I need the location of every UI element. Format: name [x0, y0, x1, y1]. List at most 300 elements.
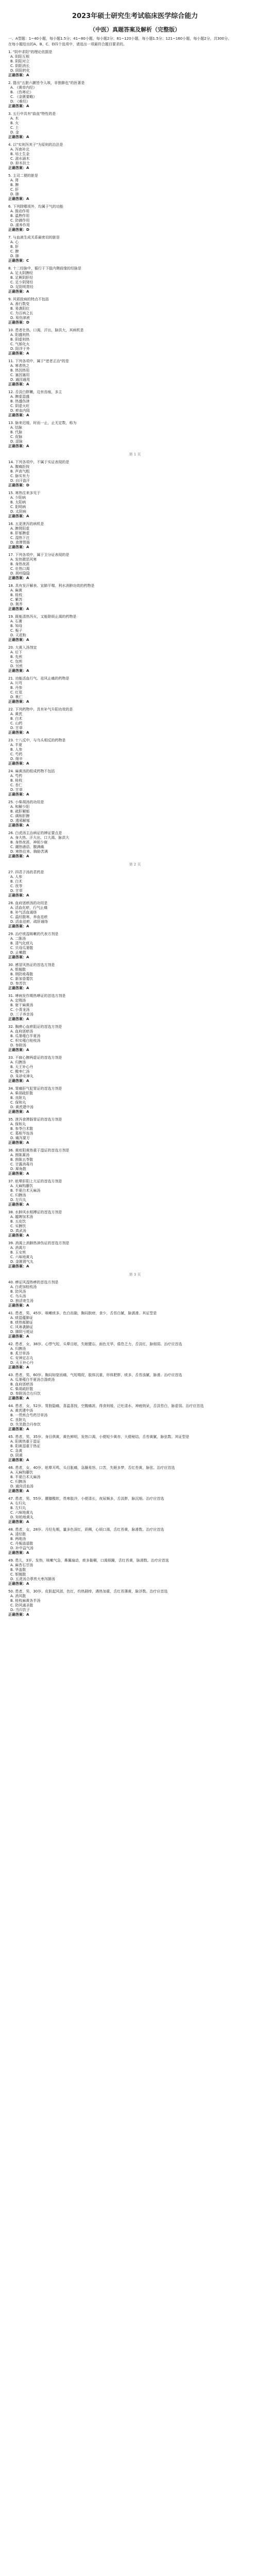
question-item	[8, 646, 262, 673]
question-answer: 正确答案：A	[8, 955, 29, 959]
question-option: A. 阳黄热重于湿证	[10, 1439, 41, 1444]
question-item	[8, 1466, 262, 1494]
question-option: D. 阳浮于外	[10, 347, 30, 351]
question-option: A. 麻杏石甘汤	[10, 1563, 33, 1567]
question-option: B. 人参	[10, 748, 23, 752]
question-stem: 27. 四君子汤的君药是	[8, 870, 44, 874]
question-answer: 正确答案：A	[8, 413, 29, 417]
question-option: A. 白虎加桂枝汤	[10, 1285, 37, 1289]
question-option: A. 川芎	[10, 681, 23, 685]
question-option: C. 《金匮要略》	[10, 95, 37, 99]
question-stem: 16. 五更泄泻的病机是	[8, 522, 44, 526]
question-answer: 正确答案：A	[8, 607, 29, 611]
question-option: B. 防风汤	[10, 1290, 26, 1294]
question-option: B. 半夏白术天麻汤	[10, 1189, 41, 1193]
question-option: B. 《伤寒论》	[10, 90, 33, 94]
question-answer: 正确答案：A	[8, 761, 29, 766]
question-option: A. 木	[10, 116, 19, 121]
question-option: D. 寒热往来、胸胁苦满	[10, 850, 48, 854]
question-stem: 7. 与血液生成关系最密切的脏是	[8, 235, 60, 240]
question-option: D. 透邪解郁	[10, 819, 30, 823]
question-answer: 正确答案：A	[8, 1396, 29, 1400]
question-option: B. 半夏白术天麻汤	[10, 1475, 41, 1479]
question-option: C. 足少阴肾经	[10, 280, 33, 284]
question-stem: 10. 患者壮热，口渴，汗出，脉洪大，其病机是	[8, 328, 84, 332]
question-option: D. 肺阴亏耗证	[10, 1330, 33, 1334]
question-answer: 正确答案：A	[8, 1520, 29, 1524]
question-answer: 正确答案：D	[8, 320, 29, 325]
question-option: B. 热盛伤津	[10, 399, 30, 403]
question-option: A. 柴胡疏肝散	[10, 1091, 33, 1095]
question-option: C. 肝	[10, 188, 19, 192]
question-item	[8, 963, 262, 991]
question-option: C. 阳明病	[10, 505, 26, 509]
question-answer: 正确答案：A	[8, 1613, 29, 1617]
question-item	[8, 522, 262, 550]
question-stem: 12. 舌淡白胖嫩，边有齿痕，多主	[8, 390, 62, 394]
question-option: D. 甘草	[10, 889, 23, 893]
question-item	[8, 553, 262, 581]
question-option: B. 身热夜甚	[10, 562, 30, 566]
question-option: C. 六味地黄丸	[10, 1255, 33, 1259]
question-item	[8, 1056, 262, 1083]
question-option: A. 天麻钩藤饮	[10, 1470, 33, 1475]
question-option: A. 痰湿蕴肺证	[10, 1316, 33, 1320]
question-option: C. 芍药	[10, 752, 23, 756]
question-answer: 正确答案：A	[8, 854, 29, 858]
question-option: B. 温煦作用	[10, 214, 30, 218]
question-item	[8, 235, 262, 263]
question-option: B. 一贯煎合芍药甘草汤	[10, 1413, 48, 1417]
question-option: C. 新加香薷饮	[10, 977, 33, 981]
question-option: D. 独活寄生汤	[10, 1299, 33, 1303]
question-option: C. 气郁化火	[10, 342, 30, 346]
question-stem: 9. 风邪致病的特点不包括	[8, 297, 49, 301]
question-option: C. 包煎	[10, 659, 23, 664]
page-number: 第 3 页	[129, 1273, 141, 1277]
question-option: D. 细辛	[10, 757, 23, 761]
question-option: B. 阴虚则热	[10, 337, 30, 342]
question-option: C. 壮热口渴	[10, 567, 30, 571]
question-option: B. 痰热郁肺证	[10, 1320, 33, 1325]
question-option: B. 阴阳对立	[10, 59, 30, 63]
question-option: A. 芍药	[10, 774, 23, 778]
question-answer: 正确答案：A	[8, 73, 29, 77]
question-option: C. 安神定志丸	[10, 1356, 33, 1360]
question-option: D. 失笑散合丹参饮	[10, 1422, 41, 1427]
question-option: B. 血府逐瘀汤	[10, 1382, 33, 1386]
question-item	[8, 870, 262, 898]
question-option: D. 肺	[10, 254, 19, 258]
question-item	[8, 1311, 262, 1339]
question-option: D. 活血祛瘀，疏肝通络	[10, 920, 48, 924]
question-option: B. 桂枝	[10, 778, 23, 783]
question-option: C. 阴阳消长	[10, 64, 30, 68]
question-option: A. 黄芪	[10, 712, 23, 716]
question-item	[8, 491, 262, 519]
question-option: D. 止嗽散	[10, 951, 26, 955]
question-stem: 8. 十二经脉中，循行于下肢内侧前缘的经脉是	[8, 266, 81, 270]
question-option: A. 银翘散	[10, 968, 26, 972]
question-option: B. 培土生金	[10, 152, 30, 156]
question-item	[8, 1589, 262, 1617]
page-number: 第 1 页	[129, 452, 141, 456]
question-stem: 36. 黄疸阳黄热重于湿证的首选方剂是	[8, 1148, 70, 1153]
question-option: A. 归脾汤	[10, 1060, 26, 1064]
question-stem: 1. "阴中求阳"的理论依据是	[8, 50, 53, 54]
question-option: A. 越婢加术汤	[10, 1215, 33, 1219]
question-option: C. 阴虚火旺	[10, 404, 30, 408]
question-option: B. 知母	[10, 624, 23, 628]
question-option: D. 阴阳转化	[10, 69, 30, 73]
question-item	[8, 112, 262, 140]
question-option: B. 荆防败毒散	[10, 972, 33, 976]
question-option: B. 肝	[10, 245, 19, 249]
question-option: D. 自汗盗汗	[10, 479, 30, 483]
question-stem: 19. 既能清热泻火，又能除烦止渴的药物是	[8, 615, 77, 619]
question-stem: 40. 痹证风湿热痹的首选方剂是	[8, 1280, 59, 1284]
question-item	[8, 800, 262, 828]
question-answer: 正确答案：A	[8, 1048, 29, 1052]
question-option: C. 滋水涵木	[10, 157, 30, 161]
question-option: B. 先煎	[10, 655, 23, 659]
question-item	[8, 584, 262, 612]
question-option: D. 荆芥	[10, 602, 23, 606]
question-answer: 正确答案：A	[8, 1458, 29, 1462]
question-item	[8, 1497, 262, 1524]
question-option: C. 脉实有力	[10, 474, 30, 478]
question-option: A. 定喘汤	[10, 998, 26, 1003]
question-option: C. 归脾汤	[10, 1193, 26, 1197]
question-item	[8, 901, 262, 929]
question-option: D. 朱砂安神丸	[10, 1074, 33, 1078]
question-option: D. 斑疹隐隐	[10, 571, 30, 575]
question-stem: 49. 患儿，3岁。发热，咳嗽气急，鼻翼扇动，痰多黏稠，口渴烦躁，舌红苔黄，脉滑数。治疗应首选	[8, 1558, 169, 1563]
question-option: B. 天王补心丹	[10, 1065, 33, 1069]
question-option: A. 肾	[10, 178, 19, 182]
question-stem: 17. 下列各项中，属于卫分证表现的是	[8, 553, 70, 557]
question-option: D. 金	[10, 130, 19, 134]
question-option: B. 声高气粗	[10, 469, 30, 473]
question-stem: 48. 患者，女，28岁。月经先期，量多色深红，质稠，心烦口渴，舌红苔黄，脉滑数。治疗应首选	[8, 1528, 164, 1532]
question-answer: 正确答案：A	[8, 1110, 29, 1114]
question-answer: 正确答案：A	[8, 1264, 29, 1268]
question-option: A. 和解少阳	[10, 805, 30, 809]
question-option: B. 五皮饮	[10, 1219, 26, 1224]
question-item	[8, 1373, 262, 1401]
question-option: A. 《黄帝内经》	[10, 86, 37, 90]
question-option: B. 左归丸	[10, 1506, 26, 1510]
question-answer: 正确答案：A	[8, 1202, 29, 1207]
question-stem: 38. 水肿风水相搏证的首选方剂是	[8, 1210, 62, 1214]
question-option: B. 足厥阴肝经	[10, 276, 33, 280]
document-title: 2023年硕士研究生考试临床医学综合能力	[72, 12, 198, 20]
question-answer: 正确答案：A	[8, 197, 29, 201]
question-option: D. 天王补心丹	[10, 1361, 33, 1365]
question-option: A. 推动作用	[10, 209, 30, 213]
question-list	[8, 50, 262, 1617]
question-option: B. 瓜蒌薤白半夏汤	[10, 1034, 41, 1038]
question-option: A. 身大热、汗大出、口大渴、脉洪大	[10, 836, 70, 840]
question-option: D. 补中益气汤	[10, 1546, 33, 1550]
question-option: A. 足太阴脾经	[10, 271, 33, 275]
question-item	[8, 460, 262, 488]
question-stem: 23. 十八反中，与乌头相反的药物是	[8, 738, 66, 742]
question-answer: 正确答案：A	[8, 823, 29, 827]
question-option: C. 乌头汤	[10, 1294, 26, 1298]
question-answer: 正确答案：A	[8, 135, 29, 139]
question-option: C. 潮热谵语、腹满痛	[10, 845, 44, 849]
question-stem: 31. 哮病发作期热哮证的首选方剂是	[8, 994, 66, 998]
question-option: D. 参苏饮	[10, 981, 26, 986]
question-option: D. 参附汤合右归饮	[10, 1392, 41, 1396]
question-answer: 正确答案：D	[8, 228, 29, 232]
question-option: A. 结脉	[10, 426, 23, 430]
question-option: D. 金匮肾气丸	[10, 1260, 33, 1264]
question-option: D. 天花粉	[10, 633, 26, 637]
question-item	[8, 328, 262, 356]
question-option: D. 食滞胃肠	[10, 540, 30, 545]
question-item	[8, 297, 262, 325]
question-item	[8, 1179, 262, 1207]
question-item	[8, 738, 262, 766]
question-option: D. 知柏地黄丸	[10, 1515, 33, 1519]
question-option: C. 葛根芩连汤	[10, 1131, 33, 1136]
question-option: A. 清经散	[10, 1532, 26, 1536]
question-option: A. 右归丸	[10, 1501, 26, 1505]
question-item	[8, 174, 262, 201]
question-answer: 正确答案：A	[8, 545, 29, 549]
question-option: B. 肝郁脾虚	[10, 531, 30, 535]
question-option: C. 红花	[10, 690, 23, 694]
question-stem: 50. 患者，男，30岁。皮肤起风团，色红，灼热剧痒，遇热加重，舌红苔薄黄，脉浮数。治疗应首选	[8, 1589, 168, 1594]
question-option: C. 良附丸	[10, 1418, 26, 1422]
question-option: A. 寒者热之	[10, 364, 30, 368]
question-stem: 14. 下列各项中，不属于实证表现的是	[8, 460, 70, 464]
question-answer: 正确答案：A	[8, 1334, 29, 1338]
question-item	[8, 81, 262, 109]
question-item	[8, 1025, 262, 1053]
question-answer: 正确答案：A	[8, 1489, 29, 1493]
question-stem: 41. 患者，男，45岁。咳嗽痰多，色白而黏，胸闷脘痞，食少，舌苔白腻，脉濡滑。其证型是	[8, 1311, 157, 1315]
question-item	[8, 1148, 262, 1176]
question-option: C. 甘露消毒丹	[10, 1162, 33, 1166]
question-option: A. 消风散	[10, 1594, 26, 1598]
question-stem: 28. 血府逐瘀汤的功用是	[8, 901, 48, 905]
question-option: C. 促脉	[10, 435, 23, 439]
question-answer: 正确答案：A	[8, 669, 29, 673]
question-answer: 正确答案：A	[8, 638, 29, 642]
question-stem: 26. 白虎汤主治病证的辨证要点是	[8, 831, 62, 835]
question-option: A. 半夏	[10, 743, 23, 747]
question-option: B. 炙甘草汤	[10, 1351, 30, 1355]
question-option: C. 银翘散	[10, 1572, 26, 1577]
question-stem: 4. 以"实则泻其子"为原则的治法是	[8, 143, 63, 147]
question-option: D. 真武汤	[10, 1229, 26, 1233]
question-item	[8, 994, 262, 1022]
question-option: B. 太阳病	[10, 500, 26, 504]
question-answer: 正确答案：A	[8, 1303, 29, 1308]
question-stem: 45. 患者，男，35岁。身目俱黄，黄色鲜明，发热口渴，小便短少黄赤，大便秘结，舌苔黄腻，脉弦数。其证型是	[8, 1435, 190, 1439]
question-option: D. 抑木扶土	[10, 161, 30, 165]
question-stem: 13. 脉来迟缓，时而一止，止无定数，称为	[8, 421, 77, 425]
question-option: B. 玉女煎	[10, 1250, 26, 1255]
question-option: D. 左归丸	[10, 1198, 26, 1202]
question-answer: 正确答案：D	[8, 483, 29, 487]
question-option: C. 山药	[10, 721, 23, 725]
question-option: A. 后下	[10, 650, 23, 654]
question-answer: 正确答案：A	[8, 1233, 29, 1238]
question-option: A. 心	[10, 240, 19, 244]
question-option: D. 痛泻要方	[10, 1136, 30, 1140]
question-stem: 22. 下列药物中，具有补气升阳功效的是	[8, 707, 73, 711]
question-option: B. 两地汤	[10, 1537, 26, 1541]
question-option: C. 酸枣仁汤	[10, 1070, 30, 1074]
question-option: A. 少阳病	[10, 496, 26, 500]
question-answer: 正确答案：A	[8, 576, 29, 580]
question-stem: 42. 患者，女，38岁。心悸气短，头晕目眩，失眠健忘，面色无华，倦怠乏力，舌淡红，脉细弱。治疗应首选	[8, 1342, 182, 1346]
question-option: B. 补气活血通络	[10, 910, 37, 914]
question-option: C. 贝母瓜蒌散	[10, 946, 33, 950]
question-option: A. 瓜蒌薤白半夏汤合涤痰汤	[10, 1378, 55, 1382]
question-option: A. 人参	[10, 875, 23, 879]
question-option: C. 小青龙汤	[10, 1008, 30, 1012]
question-answer: 正确答案：A	[8, 1365, 29, 1369]
question-item	[8, 1117, 262, 1145]
question-option: B. 白术	[10, 879, 23, 884]
question-item	[8, 205, 262, 232]
question-option: D. 《难经》	[10, 99, 30, 104]
question-item	[8, 1435, 262, 1463]
question-item	[8, 707, 262, 735]
question-option: C. 六味地黄丸	[10, 1511, 33, 1515]
question-option: C. 防御作用	[10, 218, 30, 223]
question-option: B. 丹参	[10, 686, 23, 690]
question-answer: 正确答案：A	[8, 1427, 29, 1431]
instruction-text: 在每小题给出的A、B、C、D四个选项中，请选出一项最符合题目要求的。	[8, 42, 127, 46]
question-item	[8, 266, 262, 294]
question-answer: 正确答案：A	[8, 731, 29, 735]
question-option: B. 热因热用	[10, 368, 30, 372]
question-option: A. 归脾汤	[10, 1347, 26, 1351]
question-option: A. 阳盛则热	[10, 333, 30, 337]
question-option: C. 枳实薤白桂枝汤	[10, 1039, 41, 1043]
question-option: A. 血府逐瘀汤	[10, 1029, 33, 1033]
question-option: D. 瘀血内阻	[10, 409, 30, 413]
question-item	[8, 50, 262, 78]
question-item	[8, 421, 262, 449]
question-option: C. 温经散寒，养血祛瘀	[10, 915, 48, 919]
question-option: A. 腹痛拒按	[10, 465, 30, 469]
question-option: C. 塞因塞用	[10, 373, 30, 377]
question-answer: 正确答案：A	[8, 104, 29, 108]
question-item	[8, 1528, 262, 1555]
question-stem: 30. 感冒风热证的首选方剂是	[8, 963, 55, 967]
question-option: B. 茵陈五苓散	[10, 1158, 33, 1162]
question-stem: 39. 消渴上消肺热津伤证的首选方剂是	[8, 1241, 70, 1245]
question-answer: 正确答案：A	[8, 1172, 29, 1176]
question-option: C. 风寒袭肺证	[10, 1325, 33, 1329]
question-item	[8, 1342, 262, 1370]
question-item	[8, 1241, 262, 1269]
question-option: C. 防风通圣散	[10, 1603, 33, 1607]
question-option: D. 通窍活血汤	[10, 1484, 33, 1488]
question-option: A. 脾虚湿盛	[10, 395, 30, 399]
question-answer: 正确答案：A	[8, 1551, 29, 1555]
question-option: B. 白术	[10, 717, 23, 721]
question-item	[8, 1087, 262, 1114]
question-option: B. 火	[10, 121, 19, 125]
question-option: C. 急黄	[10, 1449, 23, 1453]
question-option: B. 华盖散	[10, 1568, 26, 1572]
question-stem: 15. 寒热往来多见于	[8, 491, 41, 495]
document-subtitle: （中医）真题答案及解析（完整版）	[90, 26, 180, 33]
question-answer: 正确答案：A	[8, 1141, 29, 1145]
question-option: D. 足阳明胃经	[10, 285, 33, 289]
question-option: A. 二陈汤	[10, 937, 26, 941]
question-option: D. 参附汤	[10, 1043, 26, 1047]
question-option: B. 易袭阳位	[10, 307, 30, 311]
question-stem: 34. 胃痛肝气犯胃证的首选方剂是	[8, 1087, 62, 1091]
question-stem: 29. 治疗痰湿咳嗽的代表方剂是	[8, 932, 59, 936]
question-option: B. 疏肝解郁	[10, 809, 30, 814]
question-option: B. 桂枝麻黄各半汤	[10, 1599, 41, 1603]
question-option: C. 栀子	[10, 629, 23, 633]
question-option: B. 阳黄湿重于热证	[10, 1444, 41, 1448]
question-option: D. 肺	[10, 192, 19, 196]
question-option: B. 清气化痰丸	[10, 941, 33, 945]
question-option: A. 消渴方	[10, 1246, 26, 1250]
question-answer: 正确答案：A	[8, 290, 29, 294]
question-stem: 35. 泄泻食滞肠胃证的首选方剂是	[8, 1117, 62, 1122]
question-option: C. 为百病之长	[10, 311, 33, 315]
instructions	[8, 37, 262, 47]
question-option: D. 甘草	[10, 788, 23, 792]
question-stem: 11. 下列各项中，属于"逆者正治"的是	[8, 359, 69, 363]
question-option: A. 茵陈蒿汤	[10, 1153, 30, 1157]
question-option: D. 阴黄	[10, 1453, 23, 1458]
question-option: C. 柴胡疏肝散	[10, 1387, 33, 1391]
question-item	[8, 831, 262, 859]
question-item	[8, 932, 262, 960]
question-stem: 3. 五行中具有"曲直"特性的是	[8, 112, 56, 116]
question-stem: 6. 下列除哪项外，均属于气的功能	[8, 205, 63, 209]
question-answer: 正确答案：A	[8, 444, 29, 448]
question-option: A. 善行数变	[10, 302, 30, 306]
question-stem: 43. 患者，男，60岁。胸闷如窒而痛，气短喘促，肢体沉重，形体肥胖，痰多，舌苔浊腻，脉滑。治疗应首选	[8, 1373, 182, 1377]
question-stem: 2. 提出"五脏六腑皆令人咳，非独肺也"的医著是	[8, 81, 85, 85]
question-answer: 正确答案：C	[8, 259, 29, 263]
question-option: A. 活血化瘀，行气止痛	[10, 906, 48, 910]
question-option: A. 脾肾阳虚	[10, 527, 30, 531]
question-item	[8, 1558, 262, 1586]
question-option: B. 参苓白术散	[10, 1127, 33, 1131]
question-option: D. 另煎	[10, 664, 23, 668]
question-stem: 25. 小柴胡汤的功用是	[8, 800, 44, 804]
question-stem: 20. 大黄入汤剂宜	[8, 646, 37, 650]
question-option: C. 杏仁	[10, 783, 23, 787]
question-option: A. 石膏	[10, 619, 23, 623]
question-option: A. 麻黄	[10, 588, 23, 592]
question-answer: 正确答案：A	[8, 893, 29, 897]
question-option: D. 涩脉	[10, 439, 23, 444]
question-stem: 47. 患者，男，55岁。腰膝酸软，畏寒肢冷，小便清长，夜尿频多，舌淡胖，脉沉细。治疗应首选	[8, 1497, 164, 1501]
question-option: A. 阴阳互根	[10, 55, 30, 59]
question-answer: 正确答案：A	[8, 166, 29, 170]
question-option: D. 五虎汤合葶苈大枣泻肺汤	[10, 1577, 55, 1581]
question-item	[8, 143, 262, 171]
question-option: C. 调和肝脾	[10, 814, 30, 818]
